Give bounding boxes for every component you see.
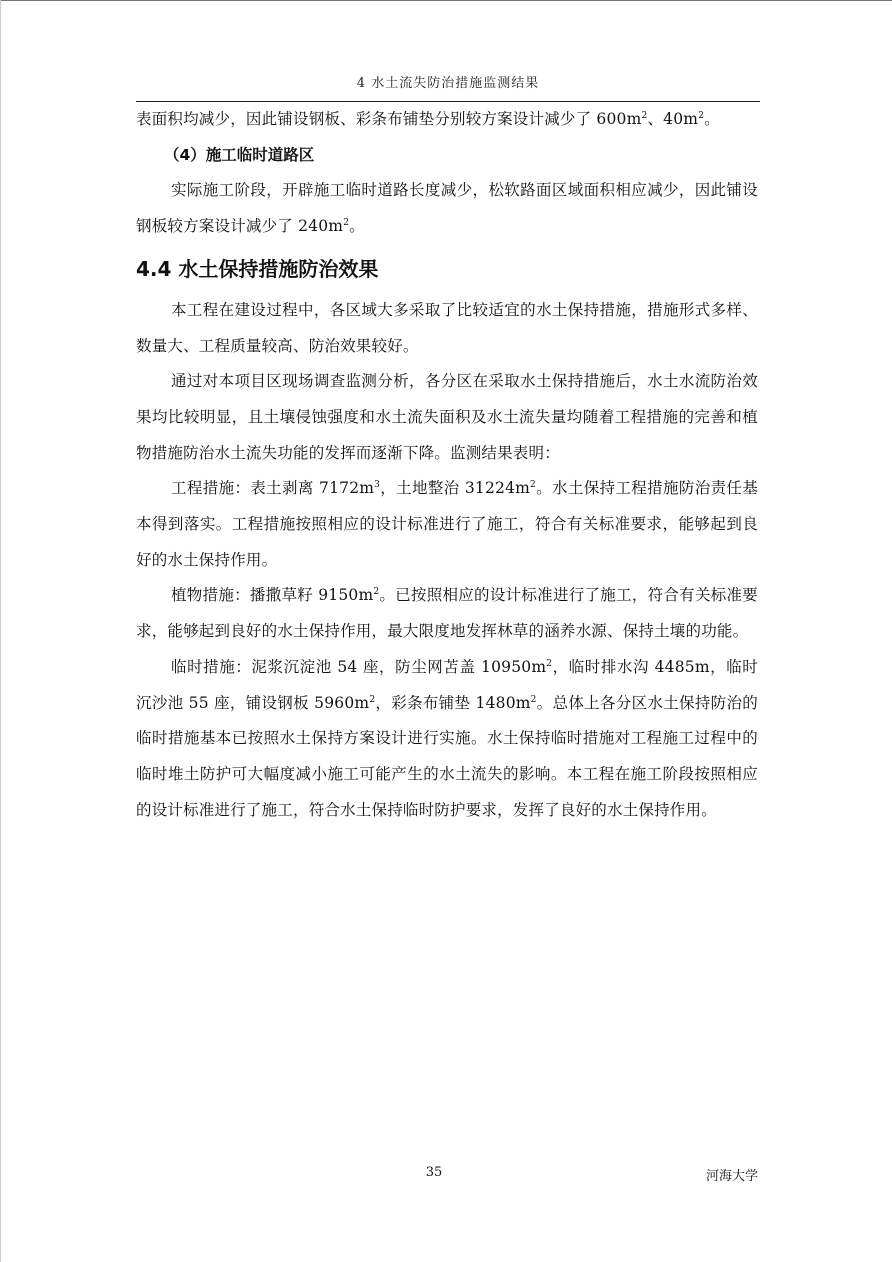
text-run: 。 xyxy=(349,217,365,236)
paragraph-continued xyxy=(136,102,758,138)
subheading-temporary-road: （4）施工临时道路区 xyxy=(164,145,315,164)
superscript: 2 xyxy=(530,694,537,705)
text-run: 。 xyxy=(704,110,720,128)
text-run: ，彩条布铺垫 1480m xyxy=(375,693,531,712)
paragraph-road xyxy=(136,173,758,244)
text-run: 。已按照相应的设计标准进行了施工，符合有关标准要求，能够起到良好的水土保持作用，最大限度地发挥林草的涵养水源、保持土壤的功能。 xyxy=(136,586,758,641)
page-left-border xyxy=(0,0,1,1262)
paragraph-plant-measures xyxy=(136,578,758,649)
superscript: 2 xyxy=(698,110,705,121)
text-run: 临时措施：泥浆沉淀池 54 座，防尘网苫盖 10950m xyxy=(171,657,547,676)
text-run: 。水土保持工程措施防治责任基本得到落实。工程措施按照相应的设计标准进行了施工，符合有关标准要求，能够起到良好的水土保持作用。 xyxy=(136,479,758,569)
paragraph-temporary-measures xyxy=(136,650,758,829)
page-top-border xyxy=(0,0,892,1)
superscript: 2 xyxy=(530,480,536,491)
section-title: 4.4 水土保持措施防治效果 xyxy=(136,256,379,281)
page-body xyxy=(136,102,758,828)
paragraph-analysis: 通过对本项目区现场调查监测分析，各分区在采取水土保持措施后，水土水流防治效果均比较明显，且土壤侵蚀强度和水土流失面积及水土流失量均随着工程措施的完善和植物措施防治水土流失功能的发挥而逐渐下降。监测结果表明： xyxy=(136,372,758,462)
superscript: 2 xyxy=(343,217,350,228)
superscript: 3 xyxy=(374,480,381,491)
superscript: 2 xyxy=(373,587,380,598)
paragraph-engineering-measures xyxy=(136,471,758,578)
text-run: ，土地整治 31224m xyxy=(380,479,531,498)
text-run: 表面积均减少，因此铺设钢板、彩条布铺垫分别较方案设计减少了 600m xyxy=(136,110,642,128)
superscript: 2 xyxy=(641,110,648,121)
paragraph-intro: 本工程在建设过程中，各区域大多采取了比较适宜的水土保持措施，措施形式多样、数量大、工程质量较高、防治效果较好。 xyxy=(136,300,758,355)
page-number: 35 xyxy=(425,1165,443,1180)
text-run: 植物措施：播撒草籽 9150m xyxy=(171,586,374,605)
superscript: 2 xyxy=(546,658,553,669)
footer-university: 河海大学 xyxy=(705,1169,758,1184)
text-run: 实际施工阶段，开辟施工临时道路长度减少，松软路面区域面积相应减少，因此铺设钢板较方案设计减少了 240m xyxy=(136,181,758,236)
text-run: 工程措施：表土剥离 7172m xyxy=(171,479,375,498)
text-run: 。总体上各分区水土保持防治的临时措施基本已按照水土保持方案设计进行实施。水土保持临时措施对工程施工过程中的临时堆土防护可大幅度减小施工可能产生的水土流失的影响。本工程在施工阶段按照相应的设计标准进行了施工，符合水土保持临时防护要求，发挥了良好的水土保持作用。 xyxy=(136,693,758,819)
superscript: 2 xyxy=(369,694,376,705)
text-run: 、40m xyxy=(647,110,699,128)
text-run: ，临时排水沟 4485m，临时沉沙池 55 座，铺设钢板 5960m xyxy=(136,657,758,712)
running-header-title: 4 水土流失防治措施监测结果 xyxy=(356,76,540,91)
